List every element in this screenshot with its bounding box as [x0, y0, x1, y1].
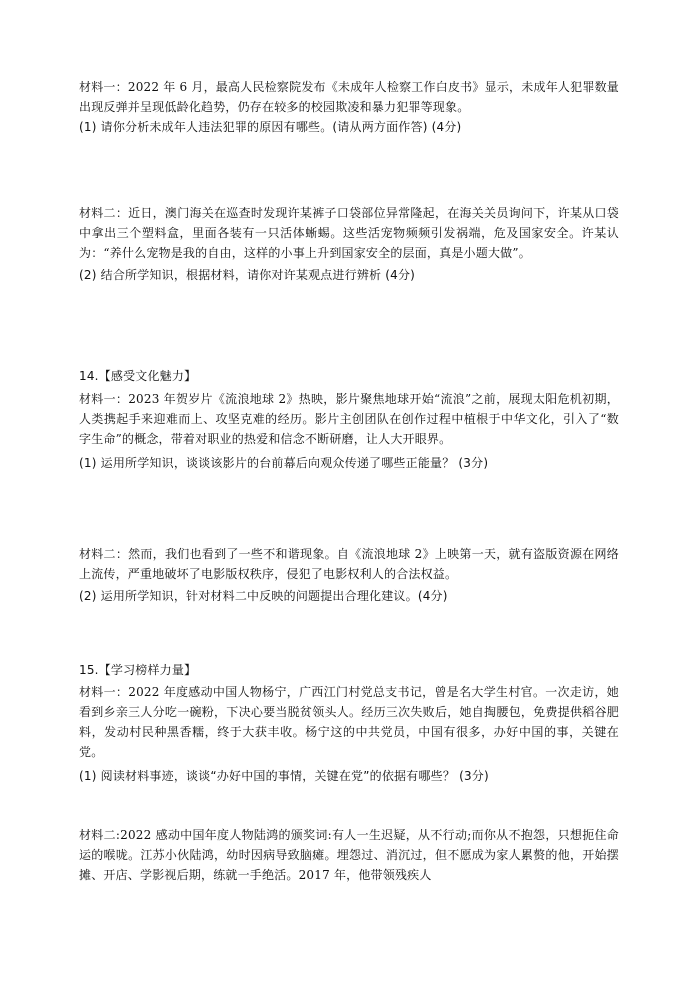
section-15-material-1: 材料一：2022 年度感动中国人物杨宁，广西江门村党总支书记，曾是名大学生村官。一次走访，她看到乡亲三人分吃一碗粉，下决心要当脱贫领头人。经历三次失败后，她自掏腰包，免费提供稻谷肥料，发动村民种黑香糯，终于大获丰收。杨宁这的中共党员，中国有很多，办好中国的事，关键在党。 — [79, 685, 619, 759]
section-14-material-2: 材料二：然而，我们也看到了一些不和谐现象。自《流浪地球 2》上映第一天，就有盗版资源在网络上流传，严重地破坏了电影版权秩序，侵犯了电影权利人的合法权益。 — [79, 547, 619, 581]
section-15-heading: 15.【学习榜样力量】 — [79, 663, 197, 677]
section-13-material-1-block — [79, 77, 619, 137]
section-15-material-2: 材料二:2022 感动中国年度人物陆鸿的颁奖词:有人一生迟疑，从不行动;而你从不抱怨，只想扼住命运的喉咙。江苏小伙陆鸿，幼时因病导致脑瘫。埋怨过、消沉过，但不愿成为家人累赘的他，开始摆摊、开店、学影视后期，练就一手绝活。2017 年，他带领残疾人 — [79, 828, 619, 882]
section-15-material-2-block — [79, 825, 619, 885]
section-13-question-1: (1) 请你分析未成年人违法犯罪的原因有哪些。(请从两方面作答) (4分) — [79, 120, 462, 134]
section-13-material-2: 材料二：近日，澳门海关在巡查时发现许某裤子口袋部位异常隆起，在海关关员询问下，许某从口袋中拿出三个塑料盒，里面各装有一只活体蜥蜴。这些活宠物频频引发祸端，危及国家安全。许某认为：“养什么宠物是我的自由，这样的小事上升到国家安全的层面，真是小题大做”。 — [79, 206, 619, 260]
section-15-question-1: (1) 阅读材料事迹，谈谈“办好中国的事情，关键在党”的依据有哪些？ (3分) — [79, 769, 489, 783]
section-13-material-1: 材料一：2022 年 6 月，最高人民检察院发布《未成年人检察工作白皮书》显示，未成年人犯罪数量出现反弹并呈现低龄化趋势，仍存在较多的校园欺凌和暴力犯罪等现象。 — [79, 80, 619, 114]
section-13-material-2-block — [79, 203, 619, 285]
section-14-question-2: (2) 运用所学知识，针对材料二中反映的问题提出合理化建议。(4分) — [79, 589, 448, 603]
section-14-material-2-block — [79, 544, 619, 606]
section-15-block — [79, 660, 619, 786]
section-14-heading: 14.【感受文化魅力】 — [79, 369, 197, 383]
section-14-question-1: (1) 运用所学知识，谈谈该影片的台前幕后向观众传递了哪些正能量？ (3分) — [79, 456, 489, 470]
section-13-question-2: (2) 结合所学知识，根据材料，请你对许某观点进行辨析 (4分) — [79, 268, 416, 282]
section-14-block — [79, 366, 619, 473]
section-14-material-1: 材料一：2023 年贺岁片《流浪地球 2》热映，影片聚焦地球开始“流浪”之前，展现太阳危机初期，人类携起手来迎难而上、攻坚克难的经历。影片主创团队在创作过程中植根于中华文化，引入了“数字生命”的概念，带着对职业的热爱和信念不断研磨，让人大开眼界。 — [79, 392, 619, 446]
